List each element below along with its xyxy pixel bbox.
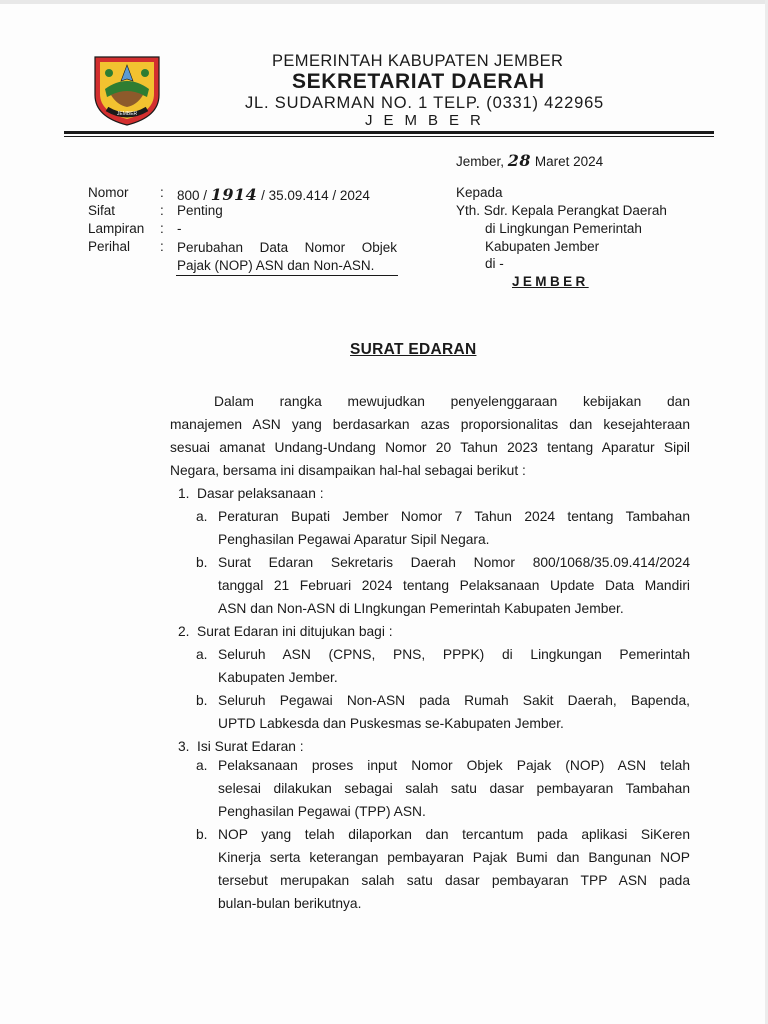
section-number: 1.: [178, 486, 190, 501]
item-line: Peraturan Bupati Jember Nomor 7 Tahun 2024 tentang Tambahan: [218, 509, 690, 524]
date-day-handwritten: 28: [507, 151, 532, 170]
section-title: Isi Surat Edaran :: [197, 739, 304, 754]
item-letter: b.: [196, 555, 208, 570]
item-letter: b.: [196, 693, 208, 708]
section-title: Surat Edaran ini ditujukan bagi :: [197, 624, 393, 639]
item-line: Seluruh ASN (CPNS, PNS, PPPK) di Lingkungan Pemerintah: [218, 647, 690, 662]
item-line: tersebut merupakan salah satu dasar pembayaran TPP ASN pada: [218, 873, 690, 888]
recipient-line: Kabupaten Jember: [485, 239, 600, 254]
colon: :: [160, 239, 164, 254]
recipient-city: JEMBER: [512, 274, 589, 289]
item-letter: a.: [196, 758, 208, 773]
letterhead-city: JEMBER: [365, 112, 492, 129]
item-line: Seluruh Pegawai Non-ASN pada Rumah Sakit Daerah, Bapenda,: [218, 693, 690, 708]
letterhead-address: JL. SUDARMAN NO. 1 TELP. (0331) 422965: [245, 94, 605, 112]
nomor-label: Nomor: [88, 185, 129, 200]
perihal-line: Perubahan Data Nomor Objek: [177, 240, 397, 255]
item-letter: b.: [196, 827, 208, 842]
letter-date: [456, 151, 603, 170]
letterhead-rule-thin: [64, 136, 714, 137]
letterhead-office: SEKRETARIAT DAERAH: [292, 70, 545, 93]
item-line: bulan-bulan berikutnya.: [218, 896, 362, 911]
intro-line: Negara, bersama ini disampaikan hal-hal sebagai berikut :: [170, 463, 526, 478]
letterhead-rule: [64, 131, 714, 134]
intro-line: sesuai amanat Undang-Undang Nomor 20 Tahun 2023 tentang Aparatur Sipil: [170, 440, 690, 455]
sifat-value: Penting: [177, 203, 223, 218]
nomor-prefix: 800 /: [177, 188, 211, 203]
item-line: NOP yang telah dilaporkan dan tercantum pada aplikasi SiKeren: [218, 827, 690, 842]
nomor-suffix: / 35.09.414 / 2024: [257, 188, 370, 203]
emblem-ribbon-text: JEMBER: [116, 111, 138, 117]
date-month-year: Maret 2024: [534, 154, 604, 169]
item-line: selesai dilakukan sebagai salah satu dasar pembayaran Tambahan: [218, 781, 690, 796]
item-line: Surat Edaran Sekretaris Daerah Nomor 800/1068/35.09.414/2024: [218, 555, 690, 570]
item-line: tanggal 21 Februari 2024 tentang Pelaksanaan Update Data Mandiri: [218, 578, 690, 593]
lampiran-value: -: [177, 221, 182, 236]
jember-regency-emblem: [89, 51, 165, 127]
item-line: Pelaksanaan proses input Nomor Objek Pajak (NOP) ASN telah: [218, 758, 690, 773]
section-number: 3.: [178, 739, 190, 754]
item-line: Penghasilan Pegawai (TPP) ASN.: [218, 804, 426, 819]
intro-line: manajemen ASN yang berdasarkan azas proporsionalitas dan kesejahteraan: [170, 417, 690, 432]
colon: :: [160, 185, 164, 200]
item-line: Kinerja serta keterangan pembayaran Pajak Bumi dan Bangunan NOP: [218, 850, 690, 865]
scan-edge-top: [0, 0, 768, 4]
section-title: Dasar pelaksanaan :: [197, 486, 324, 501]
sifat-label: Sifat: [88, 203, 116, 218]
perihal-line: Pajak (NOP) ASN dan Non-ASN.: [177, 258, 375, 273]
intro-line: Dalam rangka mewujudkan penyelenggaraan kebijakan dan: [214, 394, 690, 409]
recipient-line: di Lingkungan Pemerintah: [485, 221, 642, 236]
colon: :: [160, 203, 164, 218]
letterhead-government: PEMERINTAH KABUPATEN JEMBER: [272, 52, 564, 70]
item-letter: a.: [196, 647, 208, 662]
item-letter: a.: [196, 509, 208, 524]
recipient-kepada: Kepada: [456, 185, 503, 200]
recipient-line: di -: [485, 256, 504, 271]
colon: :: [160, 221, 164, 236]
item-line: Penghasilan Pegawai Aparatur Sipil Negara.: [218, 532, 490, 547]
perihal-underline: [176, 275, 398, 276]
nomor-value: [177, 185, 370, 204]
perihal-value: [177, 239, 397, 275]
lampiran-label: Lampiran: [88, 221, 145, 236]
document-title: SURAT EDARAN: [350, 341, 477, 358]
perihal-label: Perihal: [88, 239, 131, 254]
nomor-handwritten: 1914: [210, 185, 258, 204]
item-line: ASN dan Non-ASN di LIngkungan Pemerintah Kabupaten Jember.: [218, 601, 624, 616]
item-line: Kabupaten Jember.: [218, 670, 338, 685]
recipient-line: Yth. Sdr. Kepala Perangkat Daerah: [456, 203, 667, 218]
section-number: 2.: [178, 624, 190, 639]
item-line: UPTD Labkesda dan Puskesmas se-Kabupaten Jember.: [218, 716, 564, 731]
date-city: Jember,: [456, 154, 505, 169]
